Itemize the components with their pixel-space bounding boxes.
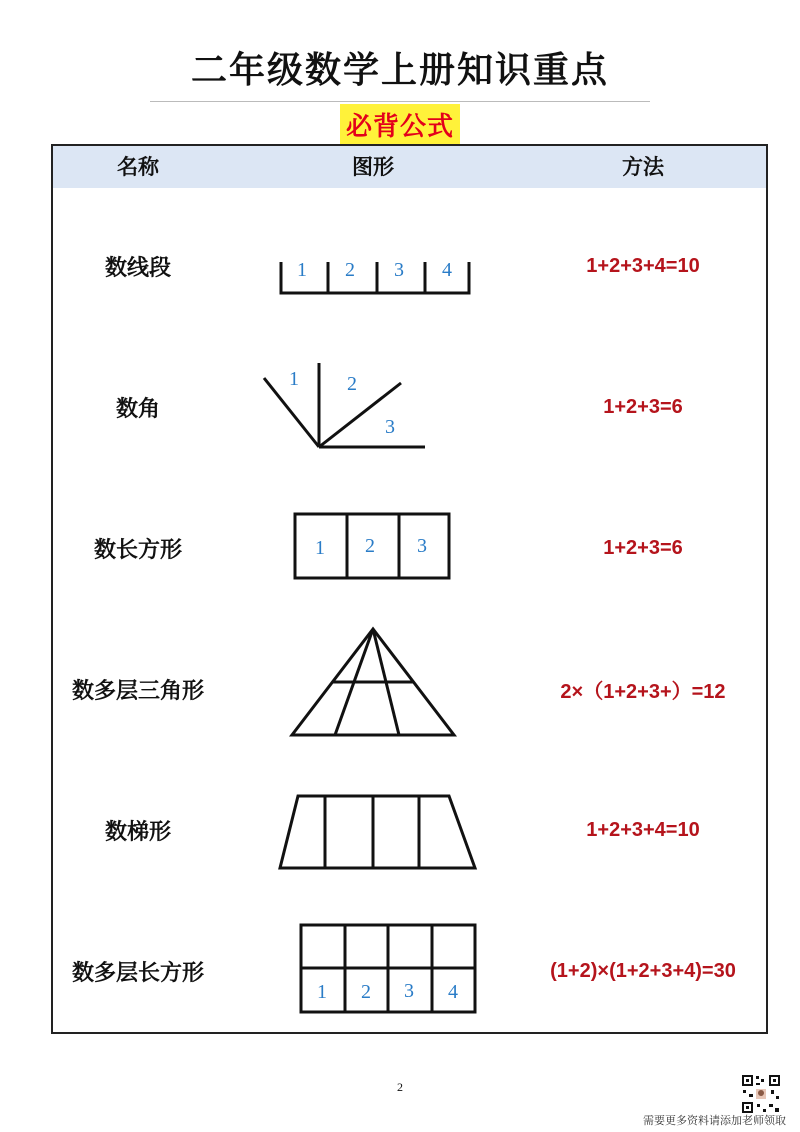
row-name: 数多层三角形 bbox=[71, 679, 204, 704]
figure-rectangles bbox=[253, 478, 493, 619]
trapezoid-diagram bbox=[253, 760, 493, 901]
angle-label-1: 1 bbox=[289, 368, 299, 390]
table-row-line-segment bbox=[53, 196, 766, 337]
page-title: 二年级数学上册知识重点 bbox=[190, 50, 609, 91]
figure-layered-rectangle bbox=[253, 901, 493, 1042]
header-figure: 图形 bbox=[352, 155, 394, 179]
rect-label-2: 2 bbox=[365, 535, 375, 557]
row-name: 数长方形 bbox=[93, 538, 182, 563]
page-number: 2 bbox=[397, 1080, 403, 1094]
layered-triangle-diagram bbox=[253, 619, 493, 760]
row-method: 1+2+3+4=10 bbox=[586, 255, 700, 277]
segment-label-3: 3 bbox=[394, 259, 404, 281]
layer-rect-label-4: 4 bbox=[448, 981, 458, 1003]
figure-trapezoid bbox=[253, 760, 493, 901]
row-method: 1+2+3+4=10 bbox=[586, 819, 700, 841]
segment-label-4: 4 bbox=[442, 259, 452, 281]
row-name: 数梯形 bbox=[104, 820, 171, 845]
title-divider bbox=[150, 101, 650, 102]
figure-line-segment bbox=[253, 196, 493, 337]
row-name: 数线段 bbox=[104, 256, 171, 281]
row-method: (1+2)×(1+2+3+4)=30 bbox=[550, 960, 736, 982]
subtitle-highlight: 必背公式 bbox=[340, 104, 460, 145]
row-method: 1+2+3=6 bbox=[603, 537, 683, 559]
row-name: 数角 bbox=[115, 397, 160, 422]
angles-diagram bbox=[253, 337, 493, 478]
table-row-layered-rectangle bbox=[53, 901, 766, 1042]
table-row-layered-triangle bbox=[53, 619, 766, 760]
angle-label-2: 2 bbox=[347, 373, 357, 395]
table-header bbox=[53, 146, 766, 188]
header-method: 方法 bbox=[622, 155, 664, 179]
segment-label-2: 2 bbox=[345, 259, 355, 281]
rectangles-diagram bbox=[253, 478, 493, 619]
formula-table bbox=[51, 144, 768, 1034]
table-row-angles bbox=[53, 337, 766, 478]
layer-rect-label-1: 1 bbox=[317, 981, 327, 1003]
table-row-trapezoid bbox=[53, 760, 766, 901]
header-name: 名称 bbox=[117, 155, 159, 179]
row-name: 数多层长方形 bbox=[71, 961, 204, 986]
angle-label-3: 3 bbox=[385, 416, 395, 438]
footer-note: 需要更多资料请添加老师领取 bbox=[643, 1114, 786, 1127]
row-method: 2×（1+2+3+）=12 bbox=[560, 681, 726, 703]
table-row-rectangles bbox=[53, 478, 766, 619]
rect-label-3: 3 bbox=[417, 535, 427, 557]
layer-rect-label-3: 3 bbox=[404, 980, 414, 1002]
row-method: 1+2+3=6 bbox=[603, 396, 683, 418]
segment-label-1: 1 bbox=[297, 259, 307, 281]
line-segment-diagram bbox=[253, 196, 493, 337]
figure-layered-triangle bbox=[253, 619, 493, 760]
rect-label-1: 1 bbox=[315, 537, 325, 559]
qr-code-icon[interactable] bbox=[741, 1074, 781, 1114]
layer-rect-label-2: 2 bbox=[361, 981, 371, 1003]
figure-angles bbox=[253, 337, 493, 478]
layered-rectangle-diagram bbox=[253, 901, 493, 1042]
